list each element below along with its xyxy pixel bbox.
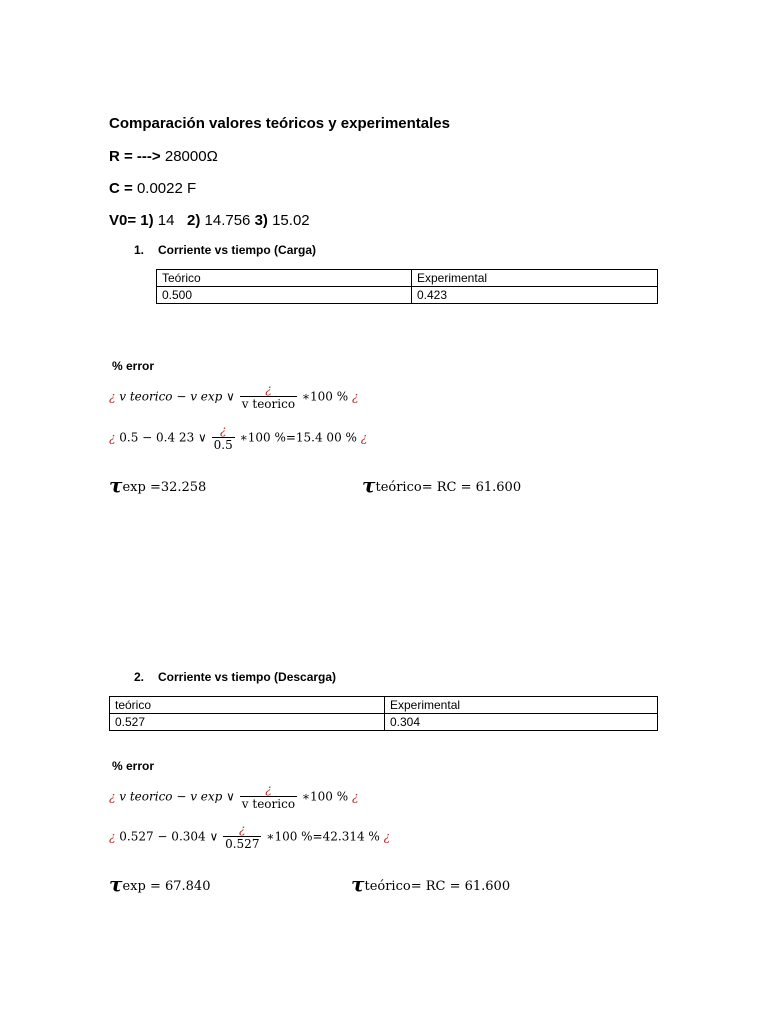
- section1-title: Corriente vs tiempo (Carga): [158, 243, 317, 257]
- calc-right: ∗100 %=15.4 00 %: [239, 430, 357, 445]
- formula-left: v teorico − v exp ∨: [119, 789, 235, 804]
- table-header-cell: Teórico: [157, 270, 412, 287]
- calc-left: 0.5 − 0.4 23 ∨: [119, 430, 207, 445]
- tau-symbol: τ: [109, 872, 123, 896]
- table-header-cell: Experimental: [385, 697, 658, 714]
- calc-tail: ¿: [383, 829, 391, 844]
- resistance-line: [109, 148, 218, 165]
- calc-fraction: [223, 823, 261, 851]
- section2-title: Corriente vs tiempo (Descarga): [158, 670, 337, 684]
- v0-value-1: 14: [157, 212, 175, 229]
- calc-tail: ¿: [360, 430, 368, 445]
- section1-error-calc: [109, 424, 367, 452]
- formula-numerator: ¿: [240, 783, 297, 797]
- section2-tau-theoretical: [351, 872, 510, 896]
- calc-denominator: 0.527: [225, 837, 260, 851]
- capacitance-value: 0.0022 F: [136, 180, 197, 197]
- calc-denominator: 0.5: [213, 438, 233, 452]
- formula-denominator: v teorico: [241, 397, 296, 411]
- tau-theoretical-value: teórico= RC = 61.600: [375, 480, 522, 495]
- section2-table: [109, 696, 658, 731]
- v0-label-3: 3): [254, 212, 268, 229]
- calc-right: ∗100 %=42.314 %: [266, 829, 380, 844]
- table-cell: 0.527: [110, 714, 385, 731]
- formula-fraction: [240, 783, 297, 811]
- section1-table: [156, 269, 658, 304]
- formula-numerator: ¿: [240, 383, 297, 397]
- formula-tail: ¿: [351, 389, 359, 404]
- table-cell: 0.500: [157, 287, 412, 304]
- table-row: [110, 714, 658, 731]
- table-cell: 0.304: [385, 714, 658, 731]
- table-header-cell: teórico: [110, 697, 385, 714]
- section1-tau-exp: [109, 473, 206, 497]
- resistance-label: R = --->: [109, 148, 161, 165]
- formula-fraction: [240, 383, 297, 411]
- tau-exp-value: exp =32.258: [122, 480, 207, 495]
- calc-lead: ¿: [109, 829, 116, 844]
- calc-lead: ¿: [109, 430, 116, 445]
- section2-heading: [134, 670, 336, 684]
- formula-right: ∗100 %: [301, 789, 349, 804]
- document-title: Comparación valores teóricos y experimentales: [109, 115, 450, 132]
- tau-symbol: τ: [351, 872, 365, 896]
- calc-numerator: ¿: [223, 823, 261, 837]
- table-header-cell: Experimental: [412, 270, 658, 287]
- formula-denominator: v teorico: [241, 797, 296, 811]
- capacitance-line: [109, 180, 196, 197]
- formula-tail: ¿: [351, 789, 359, 804]
- table-header-row: [157, 270, 658, 287]
- tau-symbol: τ: [362, 473, 376, 497]
- v0-line: [109, 212, 310, 229]
- table-row: [157, 287, 658, 304]
- resistance-value: 28000Ω: [164, 148, 218, 165]
- formula-lead: ¿: [109, 789, 116, 804]
- table-header-row: [110, 697, 658, 714]
- tau-symbol: τ: [109, 473, 123, 497]
- table-cell: 0.423: [412, 287, 658, 304]
- section2-number: 2.: [134, 670, 145, 684]
- v0-value-3: 15.02: [272, 212, 310, 229]
- section2-error-calc: [109, 823, 390, 851]
- calc-numerator: ¿: [212, 424, 235, 438]
- tau-exp-value: exp = 67.840: [122, 879, 211, 894]
- section1-heading: [134, 243, 316, 257]
- section2-error-formula: [109, 783, 358, 811]
- formula-lead: ¿: [109, 389, 116, 404]
- v0-label: V0= 1): [109, 212, 154, 229]
- section1-error-formula: [109, 383, 358, 411]
- calc-fraction: [212, 424, 235, 452]
- section2-tau-exp: [109, 872, 210, 896]
- formula-right: ∗100 %: [301, 389, 349, 404]
- section2-error-label: % error: [112, 759, 155, 773]
- formula-left: v teorico − v exp ∨: [119, 389, 235, 404]
- tau-theoretical-value: teórico= RC = 61.600: [364, 879, 511, 894]
- calc-left: 0.527 − 0.304 ∨: [119, 829, 219, 844]
- v0-label-2: 2): [187, 212, 201, 229]
- section1-number: 1.: [134, 243, 145, 257]
- section1-error-label: % error: [112, 359, 155, 373]
- v0-value-2: 14.756: [204, 212, 251, 229]
- capacitance-label: C =: [109, 180, 133, 197]
- section1-tau-theoretical: [362, 473, 521, 497]
